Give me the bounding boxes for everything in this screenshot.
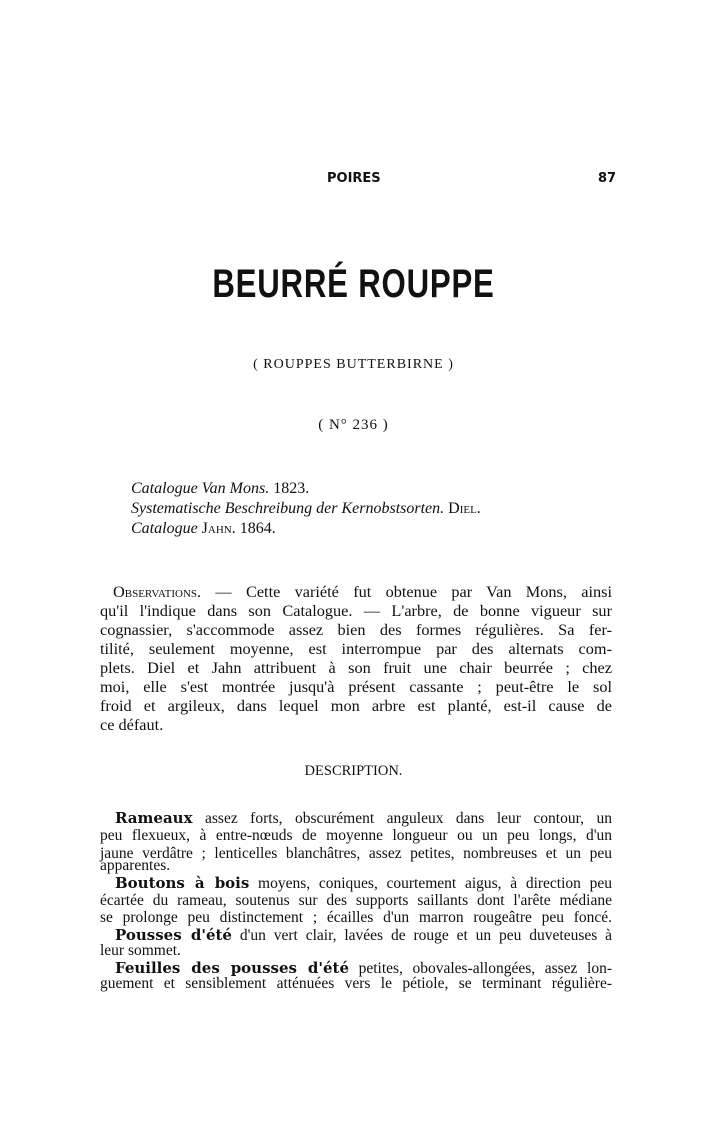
reference-title: Systematische Beschreibung der Kernobstsorten. <box>131 500 445 517</box>
running-title: POIRES <box>327 171 381 186</box>
reference <box>131 500 481 518</box>
text-line: tilité, seulement moyenne, est interrompue par des alternats com- <box>100 639 612 658</box>
observations-label: Observations. <box>113 582 202 601</box>
term-label: Feuilles des pousses d'été <box>115 959 349 977</box>
reference <box>131 520 276 538</box>
text-line: cognassier, s'accommode assez bien des formes régulières. Sa fer- <box>100 620 612 639</box>
text: petites, obovales-allongées, assez lon- <box>349 960 612 977</box>
text-line: écartée du rameau, soutenus sur des supports saillants dont l'arête médiane <box>100 892 612 909</box>
text-line: moi, elle s'est montrée jusqu'à présent cassante ; peut-être le sol <box>100 677 612 696</box>
text: — Cette variété fut obtenue par Van Mons, ainsi <box>201 582 612 601</box>
text-line: peu flexueux, à entre-nœuds de moyenne longueur ou un peu longs, d'un <box>100 827 612 844</box>
text: assez forts, obscurément anguleux dans leur contour, un <box>192 810 612 827</box>
page-number: 87 <box>598 171 617 186</box>
text-line: apparentes. <box>100 857 171 874</box>
reference-detail: Diel. <box>444 500 481 517</box>
reference-detail: 1823. <box>269 480 310 497</box>
reference-detail: Jahn. 1864. <box>197 520 276 537</box>
text-line <box>115 875 612 892</box>
text: d'un vert clair, lavées de rouge et un peu duveteuses à <box>231 927 613 944</box>
page-title: BEURRÉ ROUPPE <box>212 262 495 306</box>
text-line <box>115 810 612 827</box>
reference <box>131 480 309 498</box>
text-line: ce défaut. <box>100 715 164 734</box>
text-line: froid et argileux, dans lequel mon arbre est planté, est-il cause de <box>100 696 612 715</box>
reference-title: Catalogue <box>131 520 198 537</box>
variety-number: ( N° 236 ) <box>318 417 389 433</box>
text-line: guement et sensiblement atténuées vers le pétiole, se terminant régulière- <box>100 975 612 992</box>
reference-title: Catalogue Van Mons. <box>131 480 270 497</box>
text-line: se prolonge peu distinctement ; écailles d'un marron rougeâtre peu foncé. <box>100 909 612 926</box>
term-label: Pousses d'été <box>115 926 232 944</box>
text-line: jaune verdâtre ; lenticelles blanchâtres, assez petites, nombreuses et un peu <box>100 845 612 862</box>
term-label: Boutons à bois <box>115 874 250 892</box>
text-line: plets. Diel et Jahn attribuent à son fruit une chair beurrée ; chez <box>100 658 612 677</box>
synonym: ( ROUPPES BUTTERBIRNE ) <box>253 357 454 372</box>
text-line: leur sommet. <box>100 942 181 959</box>
term-label: Rameaux <box>115 809 193 827</box>
text-line <box>113 582 612 601</box>
text-line: qu'il l'indique dans son Catalogue. — L'arbre, de bonne vigueur sur <box>100 601 612 620</box>
text: moyens, coniques, courtement aigus, à direction peu <box>249 875 612 892</box>
description-heading: DESCRIPTION. <box>304 763 403 779</box>
